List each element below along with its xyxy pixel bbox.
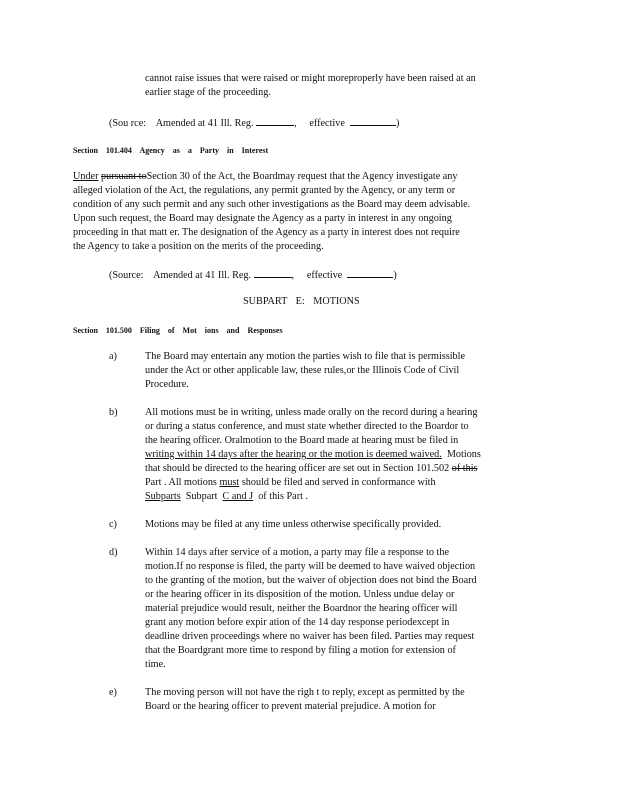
- inserted-subparts: Subparts: [145, 491, 181, 502]
- source-note-2: [109, 267, 397, 283]
- item-b-line-1: All motions must be in writing, unless made orally on the record during a hearing: [145, 407, 478, 418]
- item-b-line-5-text: that should be directed to the hearing officer are set out in Section 101.502: [145, 463, 450, 474]
- effective-blank: [350, 115, 396, 126]
- section-404-heading: Section 101.404 Agency as a Party in Interest: [73, 146, 269, 155]
- item-d-line-7: deadline driven proceedings where no waiver has been filed. Parties may request: [145, 631, 475, 642]
- intro-line-2: earlier stage of the proceeding.: [145, 87, 271, 98]
- item-e-label: e): [109, 687, 117, 698]
- item-a-line-3: Procedure.: [145, 379, 189, 390]
- item-b-line-6-rest: should be filed and served in conformance with: [241, 477, 436, 488]
- item-d-line-2: motion.If no response is filed, the party will be deemed to have waived objection: [145, 561, 476, 572]
- item-c-line-1: Motions may be filed at any time unless otherwise specifically provided.: [145, 519, 442, 530]
- sec404-line-6: the Agency to take a position on the merits of the proceeding.: [73, 241, 324, 252]
- source-comma: ,: [291, 270, 295, 281]
- item-b-line-4: [145, 448, 534, 462]
- item-a-line-1: The Board may entertain any motion the parties wish to file that is permissible: [145, 351, 465, 362]
- sec404-line-4: Upon such request, the Board may designate the Agency as a party in interest in any ongoing: [73, 213, 452, 224]
- item-d-line-3: to the granting of the motion, but the waiver of objection does not bind the Board: [145, 575, 477, 586]
- item-d-line-5: material prejudice would result, neither the Boardnor the hearing officer will: [145, 603, 458, 614]
- inserted-waiver-text: writing within 14 days after the hearing or the motion is deemed waived.: [145, 449, 442, 460]
- item-d-line-8: that the Boardgrant more time to respond by filing a motion for extension of: [145, 645, 456, 656]
- item-b-subpart: Subpart: [185, 491, 218, 502]
- source-close: ): [393, 270, 397, 281]
- reg-blank: [256, 115, 294, 126]
- struck-of-this: of this: [451, 463, 478, 474]
- item-d-label: d): [109, 547, 118, 558]
- reg-blank: [254, 267, 292, 278]
- source-effective: effective: [306, 270, 343, 281]
- item-b-line-3: the hearing officer. Oralmotion to the Board made at hearing must be filed in: [145, 435, 459, 446]
- source-prefix: (Source:: [109, 270, 144, 281]
- item-a-line-2: under the Act or other applicable law, these rules,or the Illinois Code of Civil: [145, 365, 460, 376]
- item-b-line-5: [145, 462, 534, 476]
- source-prefix: (Sou rce:: [109, 118, 147, 129]
- inserted-under: Under: [73, 171, 99, 182]
- item-b-line-7: [145, 490, 534, 504]
- item-d-line-6: grant any motion before expir ation of the 14 day response periodexcept in: [145, 617, 450, 628]
- item-c-label: c): [109, 519, 117, 530]
- intro-line-1: cannot raise issues that were raised or might moreproperly have been raised at an: [145, 73, 476, 84]
- item-e-line-2: Board or the hearing officer to prevent material prejudice. A motion for: [145, 701, 436, 712]
- source-amended: Amended at 41 Ill. Reg.: [155, 118, 254, 129]
- source-effective: effective: [309, 118, 345, 129]
- section-500-heading: Section 101.500 Filing of Mot ions and Responses: [73, 326, 283, 335]
- item-d-line-9: time.: [145, 659, 166, 670]
- sec404-line-5: proceeding in that matt er. The designation of the Agency as a party in interest does not require: [73, 227, 460, 238]
- item-b-line-7-rest: of this Part .: [258, 491, 309, 502]
- source-note-1: [109, 115, 399, 131]
- inserted-c-and-j: C and J: [222, 491, 254, 502]
- sec404-line-2: alleged violation of the Act, the regulations, any permit granted by the Agency, or any term or: [73, 185, 456, 196]
- item-a-label: a): [109, 351, 117, 362]
- item-b-line-2: or during a status conference, and must state whether directed to the Boardor to: [145, 421, 469, 432]
- inserted-must: must: [219, 477, 240, 488]
- sec404-line-3: condition of any such permit and any such other investigations as the Board may deem advisable.: [73, 199, 471, 210]
- item-e-line-1: The moving person will not have the righ t to reply, except as permitted by the: [145, 687, 465, 698]
- subpart-title: SUBPART E: MOTIONS: [243, 296, 360, 307]
- item-b-label: b): [109, 407, 118, 418]
- sec404-line-1: [73, 170, 534, 184]
- item-b-line-6-text: Part . All motions: [145, 477, 217, 488]
- item-b-line-4-rest: Motions: [446, 449, 481, 460]
- source-close: ): [395, 118, 400, 129]
- source-comma: ,: [294, 118, 297, 129]
- struck-pursuant-to: pursuant to: [101, 171, 147, 182]
- source-amended: Amended at 41 Ill. Reg.: [153, 270, 252, 281]
- item-d-line-4: or the hearing officer in its disposition of the motion. Unless undue delay or: [145, 589, 455, 600]
- sec404-line-1-rest: Section 30 of the Act, the Boardmay request that the Agency investigate any: [146, 171, 458, 182]
- item-b-line-6: [145, 476, 534, 490]
- effective-blank: [347, 267, 393, 278]
- item-d-line-1: Within 14 days after service of a motion, a party may file a response to the: [145, 547, 449, 558]
